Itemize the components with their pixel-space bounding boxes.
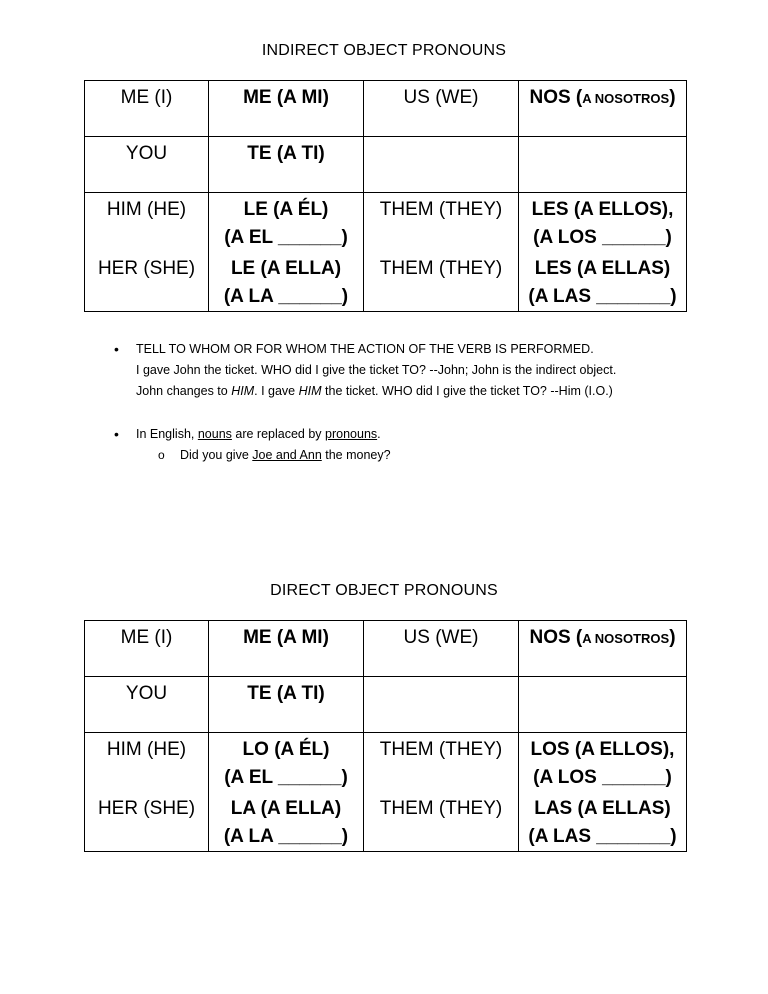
note-text: Did you give Joe and Ann the money? (180, 448, 391, 462)
indirect-pronoun-table (84, 80, 687, 312)
notes-section (100, 339, 700, 466)
note-text: John changes to HIM. I gave HIM the ticket. WHO did I give the ticket TO? --Him (I.O.) (136, 384, 613, 398)
direct-title: DIRECT OBJECT PRONOUNS (270, 582, 498, 599)
cell-spanish: TE (A TI) (209, 137, 364, 193)
list-item (100, 445, 700, 466)
table-row (85, 733, 687, 793)
note-text: TELL TO WHOM OR FOR WHOM THE ACTION OF THE VERB IS PERFORMED. (136, 342, 594, 356)
cell-empty (364, 137, 519, 193)
note-text: In English, nouns are replaced by pronouns. (136, 427, 381, 441)
indirect-title: INDIRECT OBJECT PRONOUNS (261, 42, 507, 59)
cell-english: THEM (THEY) (364, 733, 519, 793)
cell-english: ME (I) (85, 621, 209, 677)
cell-english: US (WE) (364, 81, 519, 137)
cell-english: THEM (THEY) (364, 193, 519, 253)
cell-empty (519, 137, 687, 193)
cell-spanish: LA (A ELLA) (A LA ______) (209, 792, 364, 852)
sub-bullet-icon: o (158, 448, 165, 462)
cell-spanish: NOS (A NOSOTROS) (519, 621, 687, 677)
bullet-icon: • (114, 341, 119, 357)
direct-pronoun-table (84, 620, 687, 852)
cell-english: HIM (HE) (85, 733, 209, 793)
list-item (100, 424, 700, 445)
cell-english: YOU (85, 137, 209, 193)
cell-spanish: LO (A ÉL) (A EL ______) (209, 733, 364, 793)
list-item (100, 339, 700, 402)
cell-spanish: LE (A ÉL) (A EL ______) (209, 193, 364, 253)
cell-spanish: NOS (A NOSOTROS) (519, 81, 687, 137)
cell-spanish: ME (A MI) (209, 621, 364, 677)
table-row (85, 252, 687, 312)
cell-empty (364, 677, 519, 733)
cell-spanish: TE (A TI) (209, 677, 364, 733)
table-row (85, 137, 687, 193)
table-row (85, 621, 687, 677)
table-row (85, 792, 687, 852)
cell-english: ME (I) (85, 81, 209, 137)
cell-spanish: LE (A ELLA) (A LA ______) (209, 252, 364, 312)
cell-spanish: LES (A ELLOS), (A LOS ______) (519, 193, 687, 253)
cell-spanish: LOS (A ELLOS), (A LOS ______) (519, 733, 687, 793)
cell-english: THEM (THEY) (364, 252, 519, 312)
cell-english: HER (SHE) (85, 252, 209, 312)
cell-english: US (WE) (364, 621, 519, 677)
bullet-icon: • (114, 426, 119, 442)
table-row (85, 193, 687, 253)
cell-english: HER (SHE) (85, 792, 209, 852)
cell-english: YOU (85, 677, 209, 733)
cell-spanish: ME (A MI) (209, 81, 364, 137)
cell-spanish: LES (A ELLAS) (A LAS _______) (519, 252, 687, 312)
table-row (85, 677, 687, 733)
cell-english: HIM (HE) (85, 193, 209, 253)
note-text: I gave John the ticket. WHO did I give the ticket TO? --John; John is the indirect object. (136, 363, 617, 377)
cell-empty (519, 677, 687, 733)
cell-spanish: LAS (A ELLAS) (A LAS _______) (519, 792, 687, 852)
cell-english: THEM (THEY) (364, 792, 519, 852)
table-row (85, 81, 687, 137)
